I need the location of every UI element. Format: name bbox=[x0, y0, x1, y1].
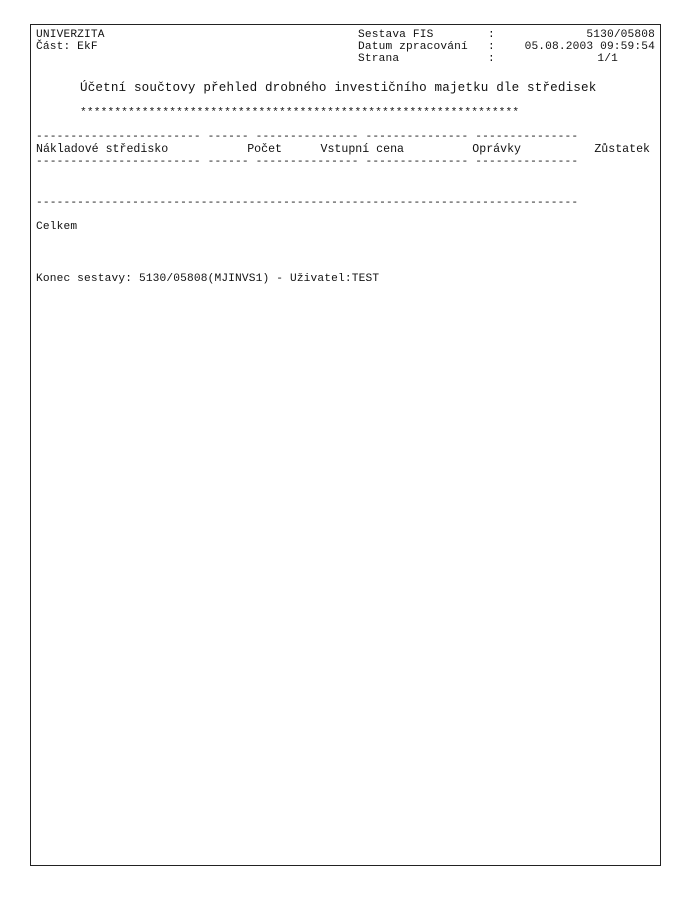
report-id-value: 5130/05808 bbox=[586, 29, 655, 41]
header-top-separator: ------------------------ ------ --------------- --------------- --------------- bbox=[36, 131, 579, 143]
report-id-label: Sestava FIS bbox=[358, 29, 434, 41]
processing-date-separator: : bbox=[488, 41, 495, 53]
page-number-separator: : bbox=[488, 53, 495, 65]
report-id-separator: : bbox=[488, 29, 495, 41]
page-number-value: 1/1 bbox=[597, 53, 618, 65]
column-header-depreciation: Oprávky bbox=[472, 143, 521, 156]
organization-name: UNIVERZITA bbox=[36, 29, 105, 41]
column-header-cost-center: Nákladové středisko bbox=[36, 143, 169, 156]
processing-date-label: Datum zpracování bbox=[358, 41, 468, 53]
header-bottom-separator: ------------------------ ------ --------------- --------------- --------------- bbox=[36, 156, 579, 168]
totals-separator: ------------------------------------------------------------------------------- bbox=[36, 197, 579, 209]
title-stars: **************************************************************** bbox=[80, 107, 520, 119]
column-header-count: Počet bbox=[247, 143, 282, 156]
organization-part: Část: EkF bbox=[36, 41, 98, 53]
total-label: Celkem bbox=[36, 221, 78, 233]
column-header-input-price: Vstupní cena bbox=[320, 143, 404, 156]
column-header-balance: Zůstatek bbox=[594, 143, 650, 156]
report-title: Účetní součtovy přehled drobného investičního majetku dle středisek bbox=[80, 81, 597, 95]
report-page bbox=[30, 24, 661, 866]
page-number-label: Strana bbox=[358, 53, 400, 65]
processing-date-value: 05.08.2003 09:59:54 bbox=[524, 41, 655, 53]
report-end-note: Konec sestavy: 5130/05808(MJINVS1) - Uživatel:TEST bbox=[36, 273, 380, 285]
